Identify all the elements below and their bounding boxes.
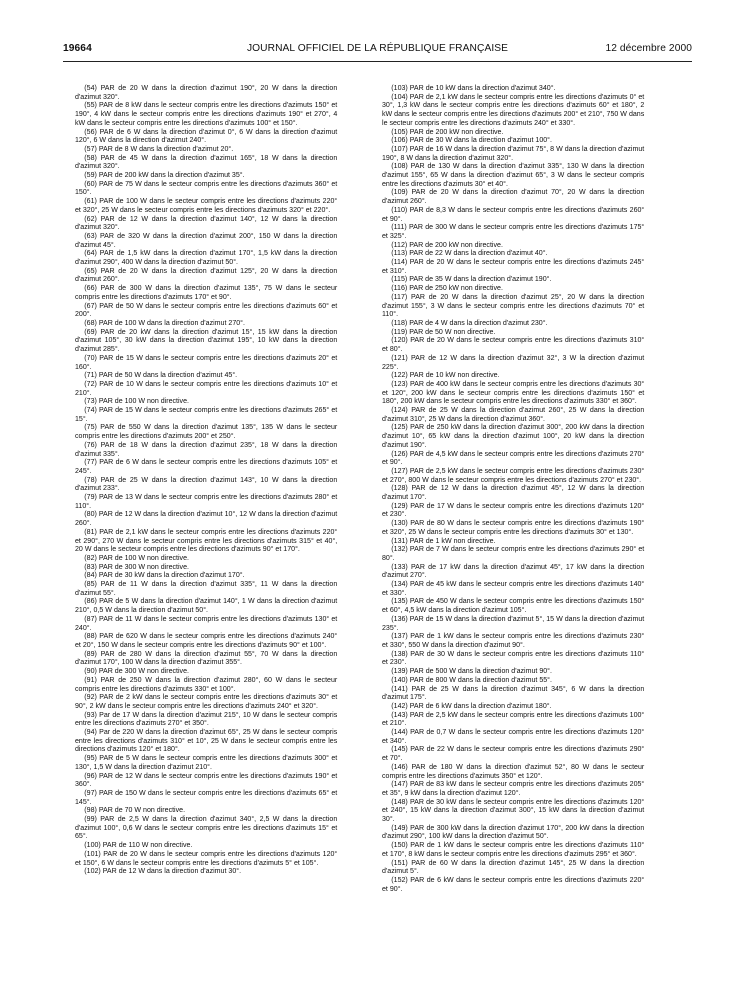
- paragraph-item: (122) PAR de 10 kW non directive.: [391, 370, 500, 380]
- paragraph-item: (99) PAR de 2,5 W dans la direction d'azimut 340°, 2,5 W dans la direction d'azimut 100°, 0,6 W dans le secteur compris entre les directions d'azimuts 15° et 65°.: [75, 814, 338, 841]
- paragraph-item: (129) PAR de 17 W dans le secteur compris entre les directions d'azimuts 120° et 230°.: [382, 500, 645, 519]
- paragraph-item: (152) PAR de 6 kW dans le secteur compris entre les directions d'azimuts 220° et 90°.: [382, 874, 645, 893]
- paragraph-item: (76) PAR de 18 W dans la direction d'azimut 235°, 18 W dans la direction d'azimut 335°.: [75, 439, 338, 458]
- paragraph-item: (65) PAR de 20 W dans la direction d'azimut 125°, 20 W dans la direction d'azimut 260°.: [75, 265, 338, 284]
- paragraph-item: (126) PAR de 4,5 kW dans le secteur compris entre les directions d'azimuts 270° et 90°.: [382, 448, 645, 467]
- paragraph-item: (94) Par de 220 W dans la direction d'azimut 65°, 25 W dans le secteur compris entre les directions d'azimuts 310° et 10°, 25 W dans le secteur compris entre les directions d'azimuts 120° et 180°.: [75, 727, 338, 754]
- paragraph-item: (97) PAR de 150 W dans le secteur compris entre les directions d'azimuts 65° et 145°.: [75, 787, 338, 806]
- paragraph-item: (66) PAR de 300 W dans la direction d'azimut 135°, 75 W dans le secteur compris entre les directions d'azimuts 170° et 90°.: [75, 283, 338, 301]
- paragraph-item: (64) PAR de 1,5 kW dans la direction d'azimut 170°, 1,5 kW dans la direction d'azimut 290°, 400 W dans la direction d'azimut 50°.: [75, 248, 338, 267]
- paragraph-item: (115) PAR de 35 W dans la direction d'azimut 190°.: [391, 274, 552, 284]
- paragraph-item: (130) PAR de 80 W dans le secteur compris entre les directions d'azimuts 190° et 320°, 25 W dans le secteur compris entre les directions d'azimuts 30° et 130°.: [382, 518, 645, 536]
- paragraph-item: (143) PAR de 2,5 kW dans le secteur compris entre les directions d'azimuts 100° et 210°.: [382, 709, 645, 728]
- paragraph-item: (84) PAR de 30 kW dans la direction d'azimut 170°.: [84, 570, 245, 580]
- paragraph-item: (145) PAR de 22 W dans le secteur compris entre les directions d'azimuts 290° et 70°.: [382, 744, 645, 763]
- paragraph-item: (121) PAR de 12 W dans la direction d'azimut 32°, 3 W la direction d'azimut 225°.: [382, 352, 645, 371]
- paragraph-item: (85) PAR de 11 W dans la direction d'azimut 335°, 11 W dans la direction d'azimut 55°.: [75, 579, 338, 597]
- right-column: [382, 84, 644, 893]
- paragraph-item: (80) PAR de 12 W dans la direction d'azimut 10°, 12 W dans la direction d'azimut 260°.: [75, 509, 338, 528]
- paragraph-item: (149) PAR de 300 kW dans la direction d'azimut 170°, 200 kW dans la direction d'azimut 290°, 100 kW dans la direction d'azimut 50°.: [382, 822, 645, 841]
- paragraph-item: (137) PAR de 1 kW dans le secteur compris entre les directions d'azimuts 230° et 330°, 550 W dans la direction d'azimut 90°.: [382, 631, 645, 649]
- paragraph-item: (138) PAR de 30 W dans le secteur compris entre les directions d'azimuts 110° et 230°.: [382, 648, 645, 667]
- paragraph-item: (125) PAR de 250 kW dans la direction d'azimut 300°, 200 kW dans la direction d'azimut 10°, 65 kW dans la direction d'azimut 100°, 20 kW dans la direction d'azimut 190°.: [382, 422, 645, 449]
- paragraph-item: (151) PAR de 60 W dans la direction d'azimut 145°, 25 W dans la direction d'azimut 5°.: [382, 857, 645, 876]
- paragraph-item: (146) PAR de 180 W dans la direction d'azimut 52°, 80 W dans le secteur compris entre les directions d'azimuts 350° et 120°.: [382, 761, 645, 780]
- paragraph-item: (92) PAR de 2 kW dans le secteur compris entre les directions d'azimuts 30° et 90°, 2 kW dans le secteur compris entre les directions d'azimuts 240° et 320°.: [75, 692, 338, 710]
- paragraph-item: (105) PAR de 200 kW non directive.: [391, 126, 504, 136]
- header-rule: [63, 61, 692, 62]
- paragraph-item: (86) PAR de 5 W dans la direction d'azimut 140°, 1 W dans la direction d'azimut 210°, 0,5 W dans la direction d'azimut 50°.: [75, 596, 338, 615]
- paragraph-item: (83) PAR de 300 W non directive.: [84, 561, 189, 571]
- paragraph-item: (74) PAR de 15 W dans le secteur compris entre les directions d'azimuts 265° et 15°.: [75, 405, 338, 423]
- paragraph-item: (79) PAR de 13 W dans le secteur compris entre les directions d'azimuts 280° et 110°.: [75, 492, 338, 510]
- paragraph-item: (77) PAR de 6 W dans le secteur compris entre les directions d'azimuts 105° et 245°.: [75, 457, 338, 475]
- paragraph-item: (141) PAR de 25 W dans la direction d'azimut 345°, 6 W dans la direction d'azimut 175°.: [382, 683, 645, 702]
- paragraph-item: (139) PAR de 500 W dans la direction d'azimut 90°.: [391, 666, 552, 676]
- paragraph-item: (100) PAR de 110 W non directive.: [84, 840, 193, 850]
- paragraph-item: (123) PAR de 400 kW dans le secteur compris entre les directions d'azimuts 30° et 120°, 200 kW dans le secteur compris entre les directions d'azimuts 150° et 180°, 200 kW dans le secteur compris entre les directions d'azimuts 330° et 360°.: [382, 378, 645, 406]
- page-number: 19664: [63, 43, 92, 54]
- paragraph-item: (87) PAR de 11 W dans le secteur compris entre les directions d'azimuts 130° et 240°.: [75, 613, 338, 632]
- paragraph-item: (69) PAR de 20 kW dans la direction d'azimut 15°, 15 kW dans la direction d'azimut 105°, 30 kW dans la direction d'azimut 195°, 10 kW dans la direction d'azimut 285°.: [75, 326, 338, 354]
- paragraph-item: (55) PAR de 8 kW dans le secteur compris entre les directions d'azimuts 150° et 190°, 4 kW dans le secteur compris entre les directions d'azimuts 190° et 270°, 4 kW dans le secteur compris entre les directions d'azimuts 100° et 150°.: [75, 100, 338, 127]
- paragraph-item: (72) PAR de 10 W dans le secteur compris entre les directions d'azimuts 10° et 210°.: [75, 378, 338, 397]
- paragraph-item: (67) PAR de 50 W dans le secteur compris entre les directions d'azimuts 60° et 200°.: [75, 300, 338, 319]
- paragraph-item: (144) PAR de 0,7 W dans le secteur compris entre les directions d'azimuts 120° et 340°.: [382, 727, 645, 745]
- paragraph-item: (57) PAR de 8 W dans la direction d'azimut 20°.: [84, 143, 234, 153]
- paragraph-item: (108) PAR de 130 W dans la direction d'azimut 335°, 130 W dans la direction d'azimut 155°, 65 W dans la direction d'azimut 65°, 3 W dans le secteur compris entre les directions d'azimuts 30° et 40°.: [382, 161, 645, 188]
- paragraph-item: (91) PAR de 250 W dans la direction d'azimut 280°, 60 W dans le secteur compris entre les directions d'azimuts 330° et 100°.: [75, 674, 338, 693]
- paragraph-item: (73) PAR de 100 W non directive.: [84, 396, 189, 406]
- paragraph-item: (82) PAR de 100 W non directive.: [84, 552, 189, 562]
- paragraph-item: (136) PAR de 15 W dans la direction d'azimut 5°, 15 W dans la direction d'azimut 235°.: [382, 613, 645, 632]
- paragraph-item: (124) PAR de 25 W dans la direction d'azimut 260°, 25 W dans la direction d'azimut 310°, 25 W dans la direction d'azimut 360°.: [382, 405, 645, 423]
- paragraph-item: (61) PAR de 100 W dans le secteur compris entre les directions d'azimuts 220° et 320°, 25 W dans le secteur compris entre les directions d'azimuts 320° et 220°.: [75, 196, 338, 214]
- issue-date: 12 décembre 2000: [605, 43, 692, 54]
- page-header: [63, 42, 692, 56]
- paragraph-item: (70) PAR de 15 W dans le secteur compris entre les directions d'azimuts 20° et 160°.: [75, 352, 338, 371]
- paragraph-item: (71) PAR de 50 W dans la direction d'azimut 45°.: [84, 370, 238, 380]
- left-column: [75, 84, 337, 876]
- paragraph-item: (140) PAR de 800 W dans la direction d'azimut 55°.: [391, 674, 552, 684]
- paragraph-item: (147) PAR de 83 kW dans le secteur compris entre les directions d'azimuts 205° et 35°, 9 kW dans la direction d'azimut 120°.: [382, 779, 645, 797]
- journal-title: JOURNAL OFFICIEL DE LA RÉPUBLIQUE FRANÇAISE: [246, 43, 509, 54]
- paragraph-item: (106) PAR de 30 W dans la direction d'azimut 100°.: [391, 135, 552, 145]
- paragraph-item: (135) PAR de 450 W dans le secteur compris entre les directions d'azimuts 150° et 60°, 4,5 kW dans la direction d'azimut 105°.: [382, 596, 645, 615]
- paragraph-item: (128) PAR de 12 W dans la direction d'azimut 45°, 12 W dans la direction d'azimut 170°.: [382, 483, 645, 502]
- paragraph-item: (107) PAR de 16 W dans la direction d'azimut 75°, 8 W dans la direction d'azimut 190°, 8 W dans la direction d'azimut 320°.: [382, 143, 645, 162]
- paragraph-item: (113) PAR de 22 W dans la direction d'azimut 40°.: [391, 248, 548, 258]
- paragraph-item: (150) PAR de 1 kW dans le secteur compris entre les directions d'azimuts 110° et 170°, 8 kW dans le secteur compris entre les directions d'azimuts 295° et 360°.: [382, 840, 645, 858]
- paragraph-item: (60) PAR de 75 W dans le secteur compris entre les directions d'azimuts 360° et 150°.: [75, 178, 338, 197]
- paragraph-item: (81) PAR de 2,1 kW dans le secteur compris entre les directions d'azimuts 220° et 290°, 270 W dans le secteur compris entre les directions d'azimuts 315° et 40°, 20 W dans le secteur compris entre les directions d'azimuts 90° et 170°.: [75, 526, 338, 554]
- paragraph-item: (114) PAR de 20 W dans le secteur compris entre les directions d'azimuts 245° et 310°.: [382, 257, 645, 275]
- paragraph-item: (54) PAR de 20 W dans la direction d'azimut 190°, 20 W dans la direction d'azimut 320°.: [75, 83, 338, 101]
- paragraph-item: (133) PAR de 17 kW dans la direction d'azimut 45°, 17 kW dans la direction d'azimut 270°.: [382, 561, 645, 580]
- paragraph-item: (117) PAR de 20 W dans la direction d'azimut 25°, 20 W dans la direction d'azimut 155°, 3 W dans le secteur compris entre les directions d'azimuts 70° et 110°.: [382, 291, 645, 319]
- paragraph-item: (75) PAR de 550 W dans la direction d'azimut 135°, 135 W dans le secteur compris entre les directions d'azimuts 200° et 250°.: [75, 422, 338, 441]
- paragraph-item: (102) PAR de 12 W dans la direction d'azimut 30°.: [84, 866, 242, 876]
- paragraph-item: (96) PAR de 12 W dans le secteur compris entre les directions d'azimuts 190° et 360°.: [75, 770, 338, 789]
- paragraph-item: (119) PAR de 50 W non directive.: [391, 326, 496, 336]
- paragraph-item: (63) PAR de 320 W dans la direction d'azimut 200°, 150 W dans la direction d'azimut 45°.: [75, 230, 338, 249]
- paragraph-item: (142) PAR de 6 kW dans la direction d'azimut 180°.: [391, 700, 552, 710]
- paragraph-item: (116) PAR de 250 kW non directive.: [391, 283, 503, 293]
- paragraph-item: (132) PAR de 7 W dans le secteur compris entre les directions d'azimuts 290° et 80°.: [382, 544, 645, 562]
- paragraph-item: (104) PAR de 2,1 kW dans le secteur compris entre les directions d'azimuts 0° et 30°, 1,3 kW dans le secteur compris entre les directions d'azimuts 60° et 180°, 2 kW dans le secteur compris entre les directions d'azimuts 200° et 210°, 750 W dans le secteur compris entre les directions d'azimuts 240° et 330°.: [382, 91, 645, 127]
- paragraph-item: (111) PAR de 300 W dans le secteur compris entre les directions d'azimuts 175° et 325°.: [382, 222, 645, 240]
- paragraph-item: (59) PAR de 200 kW dans la direction d'azimut 35°.: [84, 170, 245, 180]
- paragraph-item: (109) PAR de 20 W dans la direction d'azimut 70°, 20 W dans la direction d'azimut 260°.: [382, 187, 645, 206]
- paragraph-item: (103) PAR de 10 kW dans la direction d'azimut 340°.: [391, 83, 556, 92]
- paragraph-item: (101) PAR de 20 W dans le secteur compris entre les directions d'azimuts 120° et 150°, 6 W dans le secteur compris entre les directions d'azimuts 5° et 105°.: [75, 848, 338, 867]
- paragraph-item: (120) PAR de 20 W dans le secteur compris entre les directions d'azimuts 310° et 80°.: [382, 335, 645, 354]
- paragraph-item: (93) Par de 17 W dans la direction d'azimut 215°, 10 W dans le secteur compris entre les directions d'azimuts 270° et 350°.: [75, 709, 338, 728]
- paragraph-item: (78) PAR de 25 W dans la direction d'azimut 143°, 10 W dans la direction d'azimut 233°.: [75, 474, 338, 493]
- paragraph-item: (88) PAR de 620 W dans le secteur compris entre les directions d'azimuts 240° et 20°, 150 W dans le secteur compris entre les directions d'azimuts 90° et 100°.: [75, 631, 338, 649]
- paragraph-item: (58) PAR de 45 W dans la direction d'azimut 165°, 18 W dans la direction d'azimut 320°.: [75, 152, 338, 171]
- paragraph-item: (62) PAR de 12 W dans la direction d'azimut 140°, 12 W dans la direction d'azimut 320°.: [75, 213, 338, 232]
- paragraph-item: (110) PAR de 8,3 W dans le secteur compris entre les directions d'azimuts 260° et 90°.: [382, 204, 645, 223]
- paragraph-item: (98) PAR de 70 W non directive.: [84, 805, 186, 815]
- paragraph-item: (118) PAR de 4 W dans la direction d'azimut 230°.: [391, 317, 548, 327]
- paragraph-item: (95) PAR de 5 W dans le secteur compris entre les directions d'azimuts 300° et 130°, 1,5 W dans la direction d'azimut 210°.: [75, 753, 338, 771]
- paragraph-item: (134) PAR de 45 kW dans le secteur compris entre les directions d'azimuts 140° et 330°.: [382, 579, 645, 597]
- paragraph-item: (148) PAR de 30 kW dans le secteur compris entre les directions d'azimuts 120° et 240°, 15 kW dans la direction d'azimut 300°, 15 kW dans la direction d'azimut 30°.: [382, 796, 645, 824]
- paragraph-item: (56) PAR de 6 W dans la direction d'azimut 0°, 6 W dans la direction d'azimut 120°, 6 W dans la direction d'azimut 240°.: [75, 126, 338, 145]
- paragraph-item: (90) PAR de 300 W non directive.: [84, 666, 189, 676]
- paragraph-item: (131) PAR de 1 kW non directive.: [391, 535, 496, 545]
- paragraph-item: (89) PAR de 280 W dans la direction d'azimut 55°, 70 W dans la direction d'azimut 170°, 100 W dans la direction d'azimut 355°.: [75, 648, 338, 667]
- paragraph-item: (112) PAR de 200 kW non directive.: [391, 239, 503, 249]
- paragraph-item: (127) PAR de 2,5 kW dans le secteur compris entre les directions d'azimuts 230° et 270°, 800 W dans le secteur compris entre les directions d'azimuts 270° et 230°.: [382, 465, 645, 484]
- paragraph-item: (68) PAR de 100 W dans la direction d'azimut 270°.: [84, 317, 245, 327]
